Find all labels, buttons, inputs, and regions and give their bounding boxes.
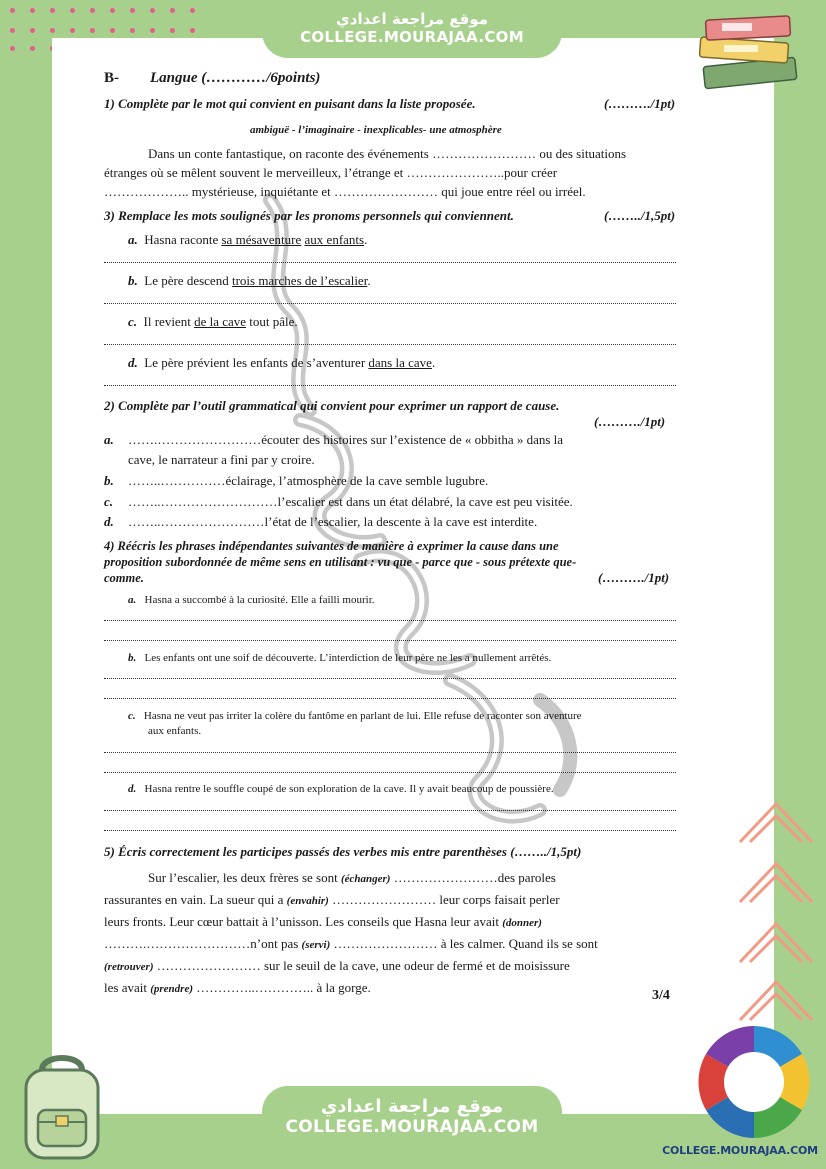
q3-points: (……../1,5pt) <box>604 208 676 223</box>
q4-b-text: Les enfants ont une soif de découverte. L’interdiction de leur père ne les a nullement arrêtés. <box>144 652 552 664</box>
q3-c-text: Il revient <box>143 314 195 329</box>
site-header-tab[interactable] <box>262 0 562 58</box>
q5-l4-text: ……….……………………n’ont pas <box>104 936 302 951</box>
answer-line[interactable] <box>104 698 676 699</box>
q5-line-2 <box>104 892 560 909</box>
q3-item-d <box>128 355 435 371</box>
answer-line[interactable] <box>104 810 676 811</box>
site-badge[interactable]: COLLEGE.MOURAJAA.COM <box>662 1144 818 1157</box>
q5-l5-rest: …………………… sur le seuil de la cave, une odeur de fermé et de moisissure <box>153 958 570 973</box>
q2-b-text: ……..……………éclairage, l’atmosphère de la cave semble lugubre. <box>128 473 489 488</box>
backpack-icon <box>12 1050 112 1162</box>
books-icon <box>694 12 804 92</box>
q3-a-letter: a. <box>128 232 138 247</box>
section-letter: B- <box>104 70 119 86</box>
answer-line[interactable] <box>104 344 676 345</box>
q4-points: (………./1pt) <box>598 570 670 585</box>
q5-verb-servi: (servi) <box>301 939 331 951</box>
q3-b-period: . <box>367 273 371 288</box>
q2-b-letter: b. <box>104 473 114 488</box>
q5-line-4 <box>104 936 598 953</box>
q4-a-letter: a. <box>128 594 137 606</box>
q3-c-underlined: de la cave <box>194 314 247 329</box>
answer-line[interactable] <box>104 385 676 386</box>
answer-line[interactable] <box>104 772 676 773</box>
q3-b-text: Le père descend <box>144 273 232 288</box>
q5-line-5 <box>104 958 570 975</box>
q4-d-text: Hasna rentre le souffle coupé de son exploration de la cave. Il y avait beaucoup de poussière. <box>144 783 554 795</box>
q3-item-a <box>128 232 367 248</box>
chevron-decoration-icon <box>736 792 816 1022</box>
q4-d-letter: d. <box>128 783 137 795</box>
answer-line[interactable] <box>104 678 676 679</box>
answer-line[interactable] <box>104 262 676 263</box>
q2-c-letter: c. <box>104 494 114 509</box>
q2-a-line-2: cave, le narrateur a fini par y croire. <box>128 452 315 467</box>
q4-c-letter: c. <box>128 710 136 722</box>
q5-l2-rest: …………………… leur corps faisait perler <box>328 892 560 907</box>
q5-title: 5) Écris correctement les participes passés des verbes mis entre parenthèses (……../1,5pt) <box>104 844 582 859</box>
q2-a-line-1: …….……………………écouter des histoires sur l’existence de « obbitha » dans la <box>128 432 564 447</box>
q4-item-c <box>128 708 582 724</box>
q5-verb-echanger: (échanger) <box>340 873 391 885</box>
q3-d-text: Le père prévient les enfants de s’aventurer <box>144 355 369 370</box>
q1-title: 1) Complète par le mot qui convient en puisant dans la liste proposée. <box>104 96 476 111</box>
q5-l6-text: les avait <box>104 980 151 995</box>
site-footer-tab[interactable] <box>262 1086 562 1169</box>
q2-d-text: ……..……………………l’état de l’escalier, la descente à la cave est interdite. <box>128 514 538 529</box>
q3-a-underlined-2: aux enfants <box>304 232 365 247</box>
q3-c-rest: tout pâle. <box>246 314 298 329</box>
q1-line-2: étranges où se mêlent souvent le merveilleux, l’étrange et …………………..pour créer <box>104 165 558 180</box>
q5-line-6 <box>104 980 371 997</box>
q5-l3-text: leurs fronts. Leur cœur battait à l’unisson. Les conseils que Hasna leur avait <box>104 914 503 929</box>
q3-c-letter: c. <box>128 314 138 329</box>
site-url[interactable]: COLLEGE.MOURAJAA.COM <box>300 28 524 46</box>
page-number: 3/4 <box>652 988 670 1003</box>
q3-item-c <box>128 314 298 330</box>
q3-a-text: Hasna raconte <box>144 232 222 247</box>
q2-points: (………./1pt) <box>594 414 666 429</box>
answer-line[interactable] <box>104 620 676 621</box>
q3-b-underlined: trois marches de l’escalier <box>231 273 368 288</box>
q5-verb-retrouver: (retrouver) <box>104 961 154 973</box>
q4-item-b <box>128 650 551 666</box>
answer-line[interactable] <box>104 303 676 304</box>
q1-line-1: Dans un conte fantastique, on raconte des événements …………………… ou des situations <box>148 146 627 161</box>
site-name-arabic: موقع مراجعة اعدادي <box>336 10 488 28</box>
q2-d-letter: d. <box>104 514 114 529</box>
q5-l4-rest: …………………… à les calmer. Quand ils se sont <box>330 936 598 951</box>
q5-l2-text: rassurantes en vain. La sueur qui a <box>104 892 287 907</box>
q3-title: 3) Remplace les mots soulignés par les pronoms personnels qui conviennent. <box>104 208 514 223</box>
q5-verb-prendre: (prendre) <box>150 983 193 995</box>
q2-title: 2) Complète par l’outil grammatical qui convient pour exprimer un rapport de cause. <box>104 398 560 413</box>
q2-c-text: ……..………………………l’escalier est dans un état délabré, la cave est peu visitée. <box>128 494 573 509</box>
q4-title-line-2: proposition subordonnée de même sens en utilisant : vu que - parce que - sous prétexte que- <box>104 555 577 569</box>
q4-title-line-1: 4) Réécris les phrases indépendantes suivantes de manière à exprimer la cause dans une <box>104 539 559 553</box>
answer-line[interactable] <box>104 830 676 831</box>
q5-l6-rest: …………..………….. à la gorge. <box>193 980 371 995</box>
q3-d-letter: d. <box>128 355 138 370</box>
q1-word-list: ambiguë - l’imaginaire - inexplicables- une atmosphère <box>250 124 502 136</box>
q1-line-3: ……………….. mystérieuse, inquiétante et …………………… qui joue entre réel ou irréel. <box>104 184 586 199</box>
answer-line[interactable] <box>104 752 676 753</box>
q5-line-1 <box>148 870 556 887</box>
q3-a-period: . <box>364 232 368 247</box>
q3-a-underlined-1: sa mésaventure <box>221 232 302 247</box>
q3-item-b <box>128 273 371 289</box>
q3-d-period: . <box>431 355 436 370</box>
q4-title-line-3: comme. <box>104 571 144 585</box>
q1-points: (………./1pt) <box>604 96 676 111</box>
q4-item-a <box>128 592 375 608</box>
site-name-arabic: موقع مراجعة اعدادي <box>320 1096 504 1117</box>
q5-l1-text: Sur l’escalier, les deux frères se sont <box>148 870 341 885</box>
q4-c-line-2: aux enfants. <box>148 725 202 737</box>
q4-a-text: Hasna a succombé à la curiosité. Elle a failli mourir. <box>144 594 375 606</box>
q2-a-letter: a. <box>104 432 114 447</box>
q5-line-3 <box>104 914 542 931</box>
q3-b-letter: b. <box>128 273 138 288</box>
site-logo-icon <box>694 1022 814 1142</box>
q5-verb-donner: (donner) <box>502 917 542 929</box>
answer-line[interactable] <box>104 640 676 641</box>
q3-d-underlined: dans la cave <box>368 355 432 370</box>
q4-b-letter: b. <box>128 652 137 664</box>
site-url[interactable]: COLLEGE.MOURAJAA.COM <box>285 1117 539 1137</box>
q5-verb-envahir: (envahir) <box>286 895 329 907</box>
section-title: Langue (…………/6points) <box>150 70 321 86</box>
q4-item-d <box>128 781 554 797</box>
q5-l1-rest: ……………………des paroles <box>390 870 556 885</box>
q4-c-line-1: Hasna ne veut pas irriter la colère du fantôme en parlant de lui. Elle refuse de raconter son aventure <box>143 710 582 722</box>
